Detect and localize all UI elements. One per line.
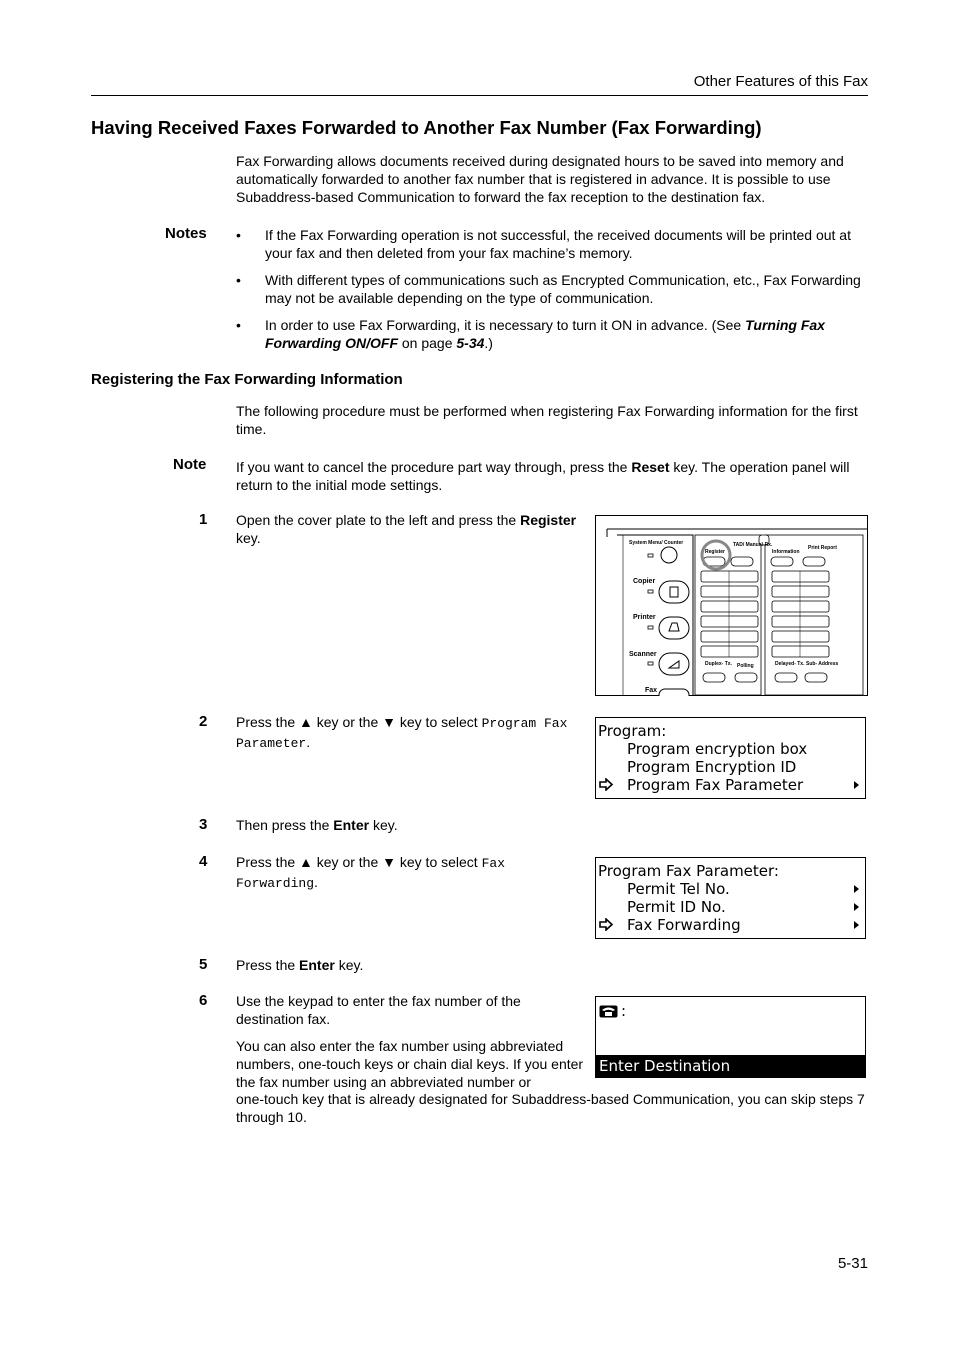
panel-label-scanner: Scanner [629,651,657,658]
step-text: Press the Enter key. [236,957,364,973]
page-number: 5-31 [837,1255,868,1272]
panel-label-sub-address: Sub- Address [806,661,839,667]
lcd-title: Program Fax Parameter: [598,862,779,880]
step-number: 4 [199,853,208,870]
submenu-indicator-icon [854,921,859,929]
step-text: Press the ▲ key or the ▼ key to select Fax Forwarding. [236,854,505,891]
lcd-menu-item[interactable]: Permit ID No. [596,898,865,916]
panel-label-fax: Fax [645,687,658,694]
submenu-indicator-icon [854,781,859,789]
notes-label: Notes [165,225,207,242]
panel-label-system-menu: System Menu/ Counter [629,540,684,546]
note-text: If you want to cancel the procedure part way through, press the Reset key. The operation panel will return to the initial mode settings. [236,459,850,493]
section-subheading: Registering the Fax Forwarding Information [91,371,403,388]
lcd-prompt-line: : [599,1001,626,1021]
panel-label-polling: Polling [737,663,754,669]
panel-label-printer: Printer [633,614,656,621]
selection-arrow-icon [599,778,614,791]
bullet-glyph: • [236,317,241,333]
step-text: Press the ▲ key or the ▼ key to select Program Fax Parameter. [236,714,568,751]
step-number: 5 [199,956,208,973]
step-text: Use the keypad to enter the fax number of the destination fax. [236,993,521,1027]
page-reference[interactable]: 5-34 [456,335,485,351]
cross-reference-link[interactable]: Turning Fax Forwarding ON/OFF [265,317,825,351]
step-number: 6 [199,992,208,1009]
panel-label-copier: Copier [633,578,656,585]
page-title: Having Received Faxes Forwarded to Another Fax Number (Fax Forwarding) [91,117,762,138]
lcd-status-bar: Enter Destination [596,1055,865,1077]
panel-label-print-report: Print Report [808,545,837,551]
lcd-screen-fax-parameter [595,857,866,939]
intro-paragraph: Fax Forwarding allows documents received during designated hours to be saved into memory and automatically forwarded to another fax number that is registered in advance. It is possible to use Subaddress-based Communication to forward the fax reception to the destination fax. [236,153,844,205]
lcd-screen-destination [595,996,866,1078]
note-item-text: With different types of communications such as Encrypted Communication, etc., Fax Forwarding may not be available depending on the type of communication. [265,272,861,306]
step-number: 1 [199,511,208,528]
operation-panel-illustration [595,515,868,696]
submenu-indicator-icon [854,903,859,911]
running-header: Other Features of this Fax [693,73,868,90]
lcd-menu-item[interactable]: Permit Tel No. [596,880,865,898]
step-number: 2 [199,713,208,730]
panel-label-information: Information [772,549,800,555]
telephone-icon [599,1005,618,1018]
step-extra-text: one-touch key that is already designated for Subaddress-based Communication, you can skip steps 7 through 10. [236,1091,865,1125]
bullet-glyph: • [236,272,241,288]
sub-intro-paragraph: The following procedure must be performed when registering Fax Forwarding information for the first time. [236,403,858,437]
panel-label-tad: TAD/ Manual-Rx. [733,542,773,548]
note-item-text: If the Fax Forwarding operation is not successful, the received documents will be printed out at your fax and then deleted from your fax machine’s memory. [265,227,851,261]
lcd-title: Program: [598,722,667,740]
note-item [236,271,868,307]
note-item [236,316,868,352]
lcd-menu-item-selected[interactable]: Fax Forwarding [596,916,865,934]
panel-label-duplex: Duplex- Tx. [705,661,732,667]
lcd-screen-program [595,717,866,799]
step-text: Open the cover plate to the left and press the Register key. [236,512,577,546]
step-extra-text: You can also enter the fax number using abbreviated numbers, one-touch keys or chain dial keys. If you enter the fax number using an abbreviated number or [236,1038,584,1090]
submenu-indicator-icon [854,885,859,893]
note-item-text: In order to use Fax Forwarding, it is necessary to turn it ON in advance. (See Turning Fax Forwarding ON/OFF on page 5-34.) [265,317,825,351]
lcd-menu-item[interactable]: Program encryption box [627,740,808,758]
lcd-menu-item[interactable]: Program Encryption ID [627,758,797,776]
selection-arrow-icon [599,918,614,931]
header-rule [91,95,868,96]
note-item [236,226,868,262]
step-number: 3 [199,816,208,833]
bullet-glyph: • [236,227,241,243]
panel-label-register: Register [705,549,726,555]
lcd-menu-item-selected[interactable]: Program Fax Parameter [596,776,865,794]
note-label: Note [173,456,207,473]
step-text: Then press the Enter key. [236,817,398,833]
panel-label-delayed: Delayed- Tx. [775,661,805,667]
